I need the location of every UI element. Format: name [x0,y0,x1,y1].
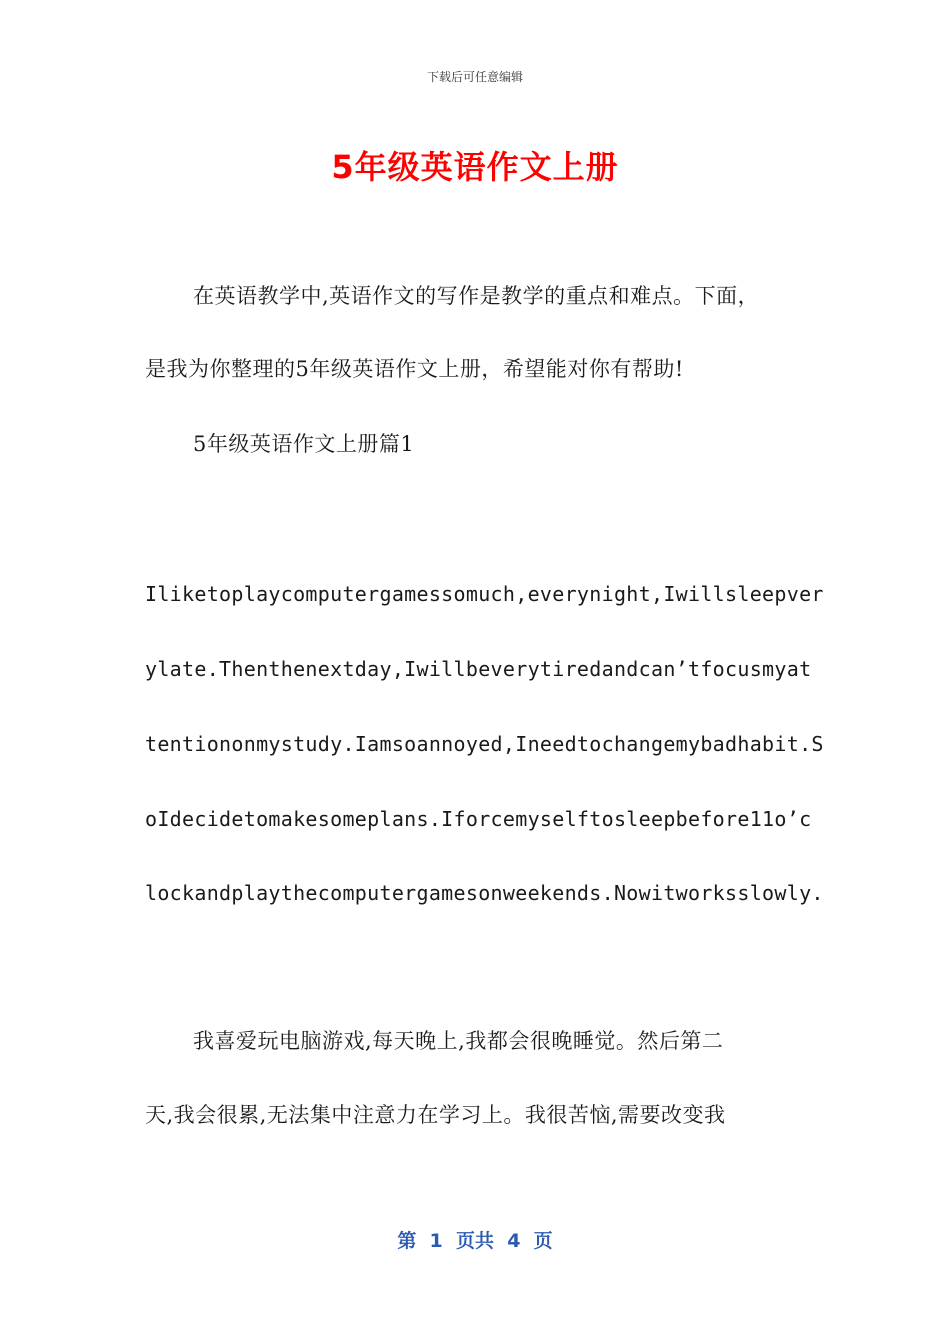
intro-paragraph-line-2: 是我为你整理的5年级英语作文上册，希望能对你有帮助! [145,357,684,381]
chinese-translation-line-1: 我喜爱玩电脑游戏,每天晚上,我都会很晚睡觉。然后第二 [193,1029,724,1053]
english-essay-line-5: lockandplaythecomputergamesonweekends.Nowitworksslowly. [145,881,824,905]
chinese-translation-line-2: 天,我会很累,无法集中注意力在学习上。我很苦恼,需要改变我 [145,1103,726,1127]
page-number-footer: 第 1 页共 4 页 [397,1230,553,1252]
english-essay-line-1: Iliketoplaycomputergamessomuch,everynight,Iwillsleepver [145,582,824,606]
english-essay-line-2: ylate.Thenthenextday,Iwillbeverytiredandcan’tfocusmyat [145,657,812,681]
english-essay-line-4: oIdecidetomakesomeplans.Iforcemyselftosleepbefore11o’c [145,807,812,831]
document-title: 5年级英语作文上册 [331,148,619,186]
english-essay-line-3: tentiononmystudy.Iamsoannoyed,Ineedtochangemybadhabit.S [145,732,824,756]
section-heading: 5年级英语作文上册篇1 [193,432,415,456]
header-note: 下载后可任意编辑 [426,70,523,84]
intro-paragraph-line-1: 在英语教学中,英语作文的写作是教学的重点和难点。下面， [193,284,760,308]
